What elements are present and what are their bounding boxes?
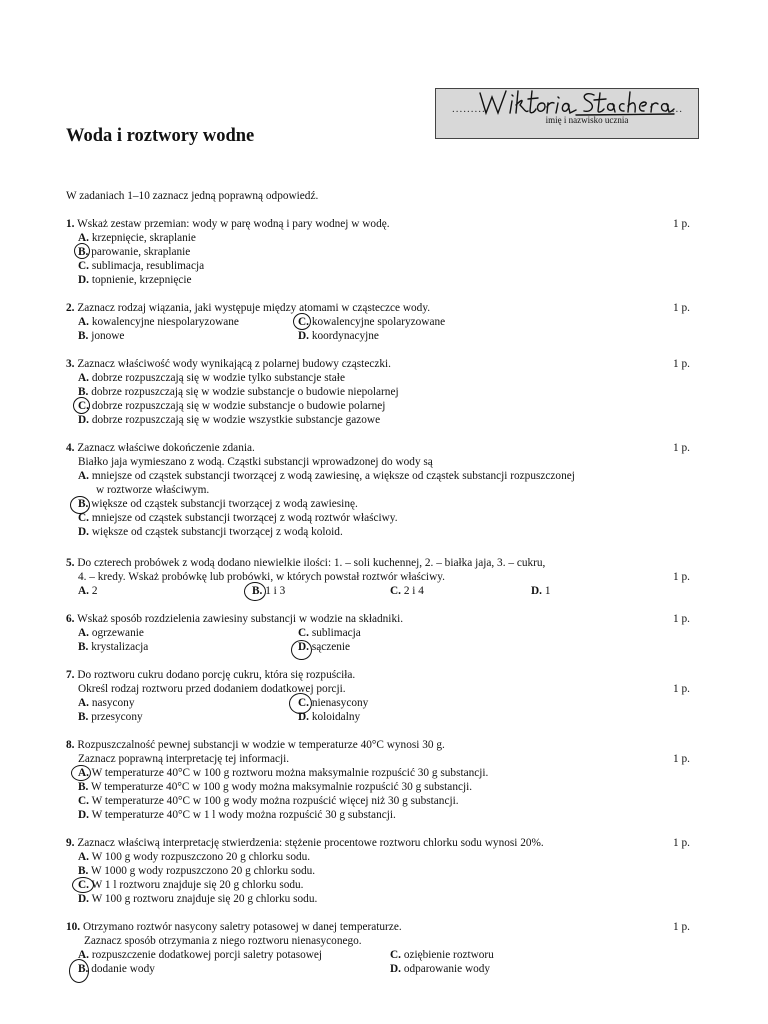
options-row (66, 315, 690, 329)
option-b: B. większe od cząstek substancji tworzącej z wodą zawiesinę. (78, 498, 358, 510)
answer-circle-mark (293, 313, 311, 330)
option-a: A. kowalencyjne niespolaryzowane (78, 316, 239, 328)
points: 1 p. (673, 218, 690, 230)
option-d: D. koordynacyjne (298, 330, 379, 342)
option-a: A. nasycony (78, 697, 135, 709)
question-10: 10. Otrzymano roztwór nasycony saletry potasowej w danej temperaturze. 1 p. Zaznacz sposób otrzymania z niego roztworu nienasyconego. A. rozpuszczenie dodatkowej porcji saletry potasowej C. oziębienie roztworu B. dodanie wody D. odparowanie wody (66, 921, 690, 975)
answer-circle-mark (289, 693, 312, 714)
option-d: D. W 100 g roztworu znajduje się 20 g chlorku sodu. (78, 893, 318, 905)
option-b: B. W temperaturze 40°C w 100 g wody można maksymalnie rozpuścić 30 g substancji. (78, 781, 473, 793)
option-c: C. dobrze rozpuszczają się w wodzie substancje o budowie polarnej (78, 400, 386, 412)
option-b: B. przesycony (78, 711, 143, 723)
option-a: A. rozpuszczenie dodatkowej porcji saletry potasowej (78, 949, 323, 961)
option-a-continued: w roztworze właściwym. (96, 484, 210, 496)
answer-circle-mark (244, 582, 266, 601)
option-a: A. ogrzewanie (78, 627, 144, 639)
student-name-box (435, 88, 699, 139)
name-caption: imię i nazwisko ucznia (545, 115, 629, 125)
option-c: C. W 1 l roztworu znajduje się 20 g chlorku sodu. (78, 879, 304, 891)
question-subtext: Białko jaja wymieszano z wodą. Cząstki substancji wprowadzonej do wody są (78, 456, 433, 468)
options-row (66, 710, 690, 724)
answer-circle-mark (291, 640, 312, 660)
question-7: 7. Do roztworu cukru dodano porcję cukru, która się rozpuściła. Określ rodzaj roztworu przed dodaniem dodatkowej porcji. 1 p. A. nasycony C. nienasycony B. przesycony D. koloidalny (66, 669, 690, 723)
answer-circle-mark (74, 243, 90, 259)
question-9: 9. Zaznacz właściwą interpretację stwierdzenia: stężenie procentowe roztworu chlorku sodu wynosi 20%. 1 p. A. W 100 g wody rozpuszczono 20 g chlorku sodu. B. W 1000 g wody rozpuszczono 20 g chlorku sodu. C. W 1 l roztworu znajduje się 20 g chlorku sodu. D. W 100 g roztworu znajduje się 20 g chlorku sodu. (66, 837, 690, 905)
answer-circle-mark (72, 877, 94, 893)
option-b: B. krystalizacja (78, 641, 149, 653)
option-c: C. mniejsze od cząstek substancji tworzącej z wodą roztwór właściwy. (78, 512, 398, 524)
question-text: Wskaż zestaw przemian: wody w parę wodną i pary wodnej w wodę. (77, 218, 390, 230)
answer-circle-mark (71, 765, 91, 781)
options-row (66, 584, 690, 598)
question-4: 4. Zaznacz właściwe dokończenie zdania. 1 p. Białko jaja wymieszano z wodą. Cząstki substancji wprowadzonej do wody są A. mniejsze od cząstek substancji tworzącej z wodą zawiesinę, a większe od cząstek substancji rozpuszczonej w roztworze właściwym. B. większe od cząstek substancji tworzącej z wodą zawiesinę. C. mniejsze od cząstek substancji tworzącej z wodą roztwór właściwy. D. większe od cząstek substancji tworzącej z wodą koloid. (66, 442, 690, 538)
option-b: B. W 1000 g wody rozpuszczono 20 g chlorku sodu. (78, 865, 316, 877)
question-6: 6. Wskaż sposób rozdzielenia zawiesiny substancji w wodzie na składniki. 1 p. A. ogrzewanie C. sublimacja B. krystalizacja D. sączenie (66, 613, 690, 653)
option-c: C. 2 i 4 (390, 585, 424, 597)
option-c: C. W temperaturze 40°C w 100 g wody można rozpuścić więcej niż 30 g substancji. (78, 795, 459, 807)
options-row (66, 640, 690, 654)
option-a: A. W temperaturze 40°C w 100 g roztworu można maksymalnie rozpuścić 30 g substancji. (78, 767, 489, 779)
options-row (66, 626, 690, 640)
option-d: D. 1 (531, 585, 551, 597)
option-d: D. topnienie, krzepnięcie (78, 274, 192, 286)
option-a: A. 2 (78, 585, 98, 597)
instruction: W zadaniach 1–10 zaznacz jedną poprawną odpowiedź. (66, 190, 319, 202)
question-1 (66, 217, 690, 287)
options-row (66, 329, 690, 343)
options-row (66, 948, 690, 962)
option-c: C. sublimacja, resublimacja (78, 260, 205, 272)
option-a: A. mniejsze od cząstek substancji tworzącej z wodą zawiesinę, a większe od cząstek substancji rozpuszczonej (78, 470, 575, 482)
option-a: A. W 100 g wody rozpuszczono 20 g chlorku sodu. (78, 851, 311, 863)
option-a: A. krzepnięcie, skraplanie (78, 232, 196, 244)
option-d: D. dobrze rozpuszczają się w wodzie wszystkie substancje gazowe (78, 414, 381, 426)
handwritten-signature (476, 87, 676, 117)
question-number: 1. (66, 218, 75, 230)
options-row (66, 962, 690, 976)
name-dots-right: .... (668, 103, 683, 115)
option-d: D. W temperaturze 40°C w 1 l wody można rozpuścić 30 g substancji. (78, 809, 396, 821)
option-d: D. sączenie (298, 641, 351, 653)
answer-circle-mark (70, 496, 90, 514)
option-c: C. nienasycony (298, 697, 369, 709)
option-d: D. większe od cząstek substancji tworzącej z wodą koloid. (78, 526, 343, 538)
question-2: 2. Zaznacz rodzaj wiązania, jaki występuje między atomami w cząsteczce wody. 1 p. A. kowalencyjne niespolaryzowane C. kowalencyjne spolaryzowane B. jonowe D. koordynacyjne (66, 302, 690, 342)
name-dots-left: ......... (452, 103, 486, 115)
question-3: 3. Zaznacz właściwość wody wynikającą z polarnej budowy cząsteczki. 1 p. A. dobrze rozpuszczają się w wodzie tylko substancje stałe B. dobrze rozpuszczają się w wodzie substancje o budowie niepolarnej C. dobrze rozpuszczają się w wodzie substancje o budowie polarnej D. dobrze rozpuszczają się w wodzie wszystkie substancje gazowe (66, 358, 690, 426)
answer-circle-mark (73, 397, 90, 414)
option-a: A. dobrze rozpuszczają się w wodzie tylko substancje stałe (78, 372, 345, 384)
answer-circle-mark (69, 959, 89, 983)
question-5: 5. Do czterech probówek z wodą dodano niewielkie ilości: 1. – soli kuchennej, 2. – białka jaja, 3. – cukru, 4. – kredy. Wskaż probówkę lub probówki, w których powstał roztwór właściwy. 1 p. A. 2 B. 1 i 3 C. 2 i 4 D. 1 (66, 557, 690, 597)
option-d: D. koloidalny (298, 711, 361, 723)
option-b: B. dodanie wody (78, 963, 155, 975)
option-c: C. sublimacja (298, 627, 361, 639)
option-b: B. 1 i 3 (252, 585, 286, 597)
option-b: B. parowanie, skraplanie (78, 246, 191, 258)
option-d: D. odparowanie wody (390, 963, 491, 975)
question-subtext: Zaznacz sposób otrzymania z niego roztworu nienasyconego. (84, 935, 362, 947)
question-8: 8. Rozpuszczalność pewnej substancji w wodzie w temperaturze 40°C wynosi 30 g. Zaznacz poprawną interpretację tej informacji. 1 p. A. W temperaturze 40°C w 100 g roztworu można maksymalnie rozpuścić 30 g substancji. B. W temperaturze 40°C w 100 g wody można maksymalnie rozpuścić 30 g substancji. C. W temperaturze 40°C w 100 g wody można rozpuścić więcej niż 30 g substancji. D. W temperaturze 40°C w 1 l wody można rozpuścić 30 g substancji. (66, 739, 690, 821)
option-b: B. dobrze rozpuszczają się w wodzie substancje o budowie niepolarnej (78, 386, 399, 398)
options-row (66, 696, 690, 710)
option-c: C. kowalencyjne spolaryzowane (298, 316, 446, 328)
option-c: C. oziębienie roztworu (390, 949, 494, 961)
page-title: Woda i roztwory wodne (66, 126, 255, 146)
option-b: B. jonowe (78, 330, 125, 342)
